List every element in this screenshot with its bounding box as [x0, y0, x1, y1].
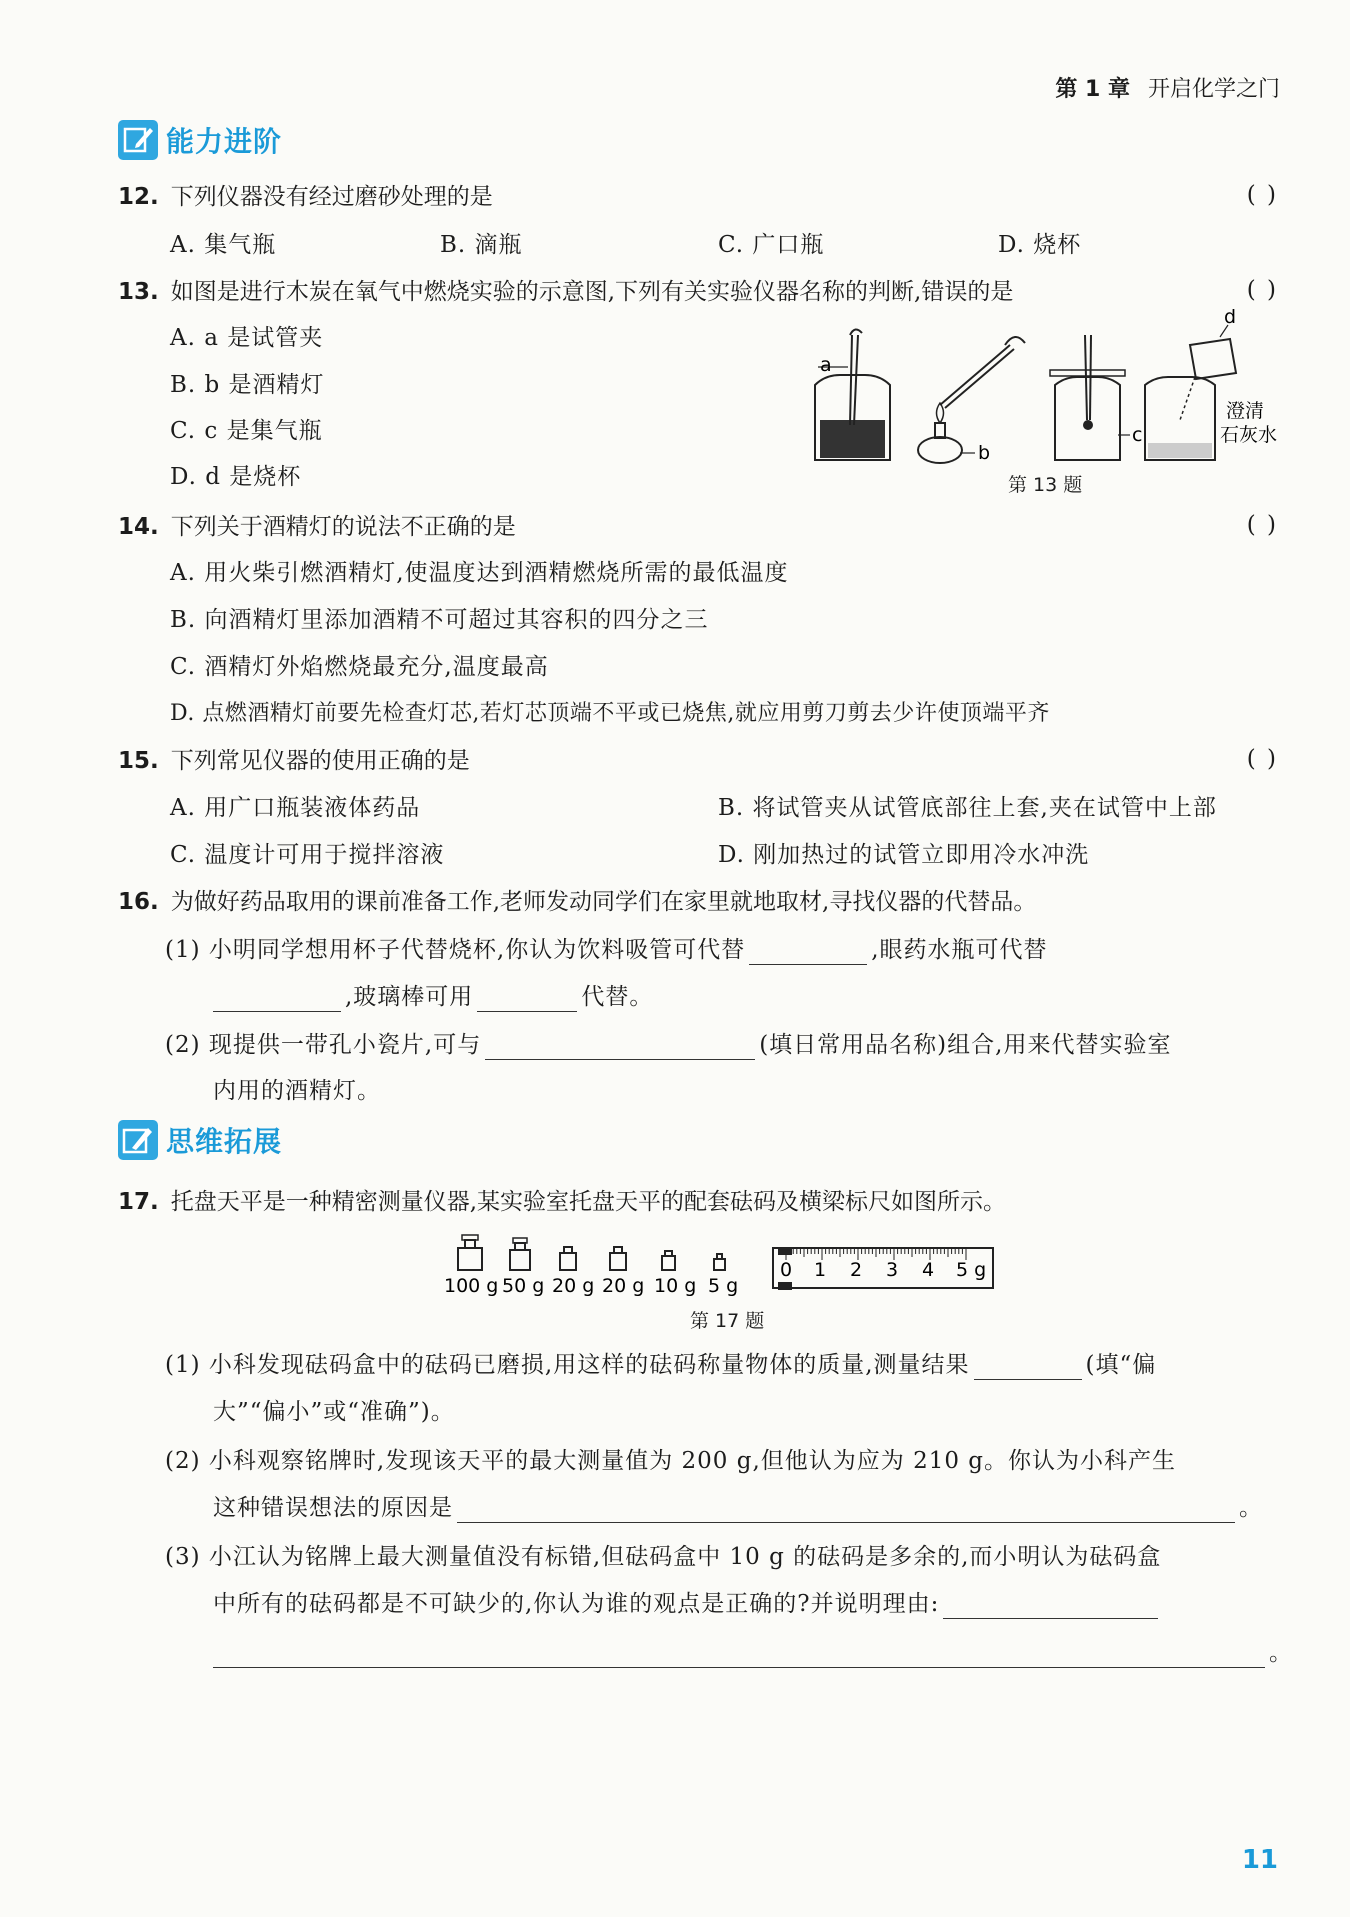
blank-reason-line-2[interactable] — [213, 1643, 1265, 1668]
label-a: a — [820, 354, 832, 376]
q14-option-b: B. 向酒精灯里添加酒精不可超过其容积的四分之三 — [170, 607, 709, 633]
q17-caption: 第 17 题 — [690, 1310, 765, 1332]
scale-label: 4 — [922, 1259, 935, 1281]
label-limewater-2: 石灰水 — [1220, 424, 1278, 446]
pencil-icon — [118, 120, 158, 160]
q13-option-b: B. b 是酒精灯 — [170, 372, 325, 398]
label-b: b — [978, 442, 991, 464]
answer-paren-15: ( ) — [1246, 746, 1278, 772]
scale-label: 2 — [850, 1259, 863, 1281]
rocket-icon — [118, 1120, 158, 1160]
q16-part-1-line-1: (1) 小明同学想用杯子代替烧杯,你认为饮料吸管可代替 ,眼药水瓶可代替 — [165, 937, 1048, 963]
page-header — [1055, 72, 1280, 103]
scale-label: 3 — [886, 1259, 899, 1281]
q16-part-1-line-2: ,玻璃棒可用 代替。 — [213, 982, 653, 1012]
weight-label: 100 g — [444, 1275, 499, 1297]
section-title: 思维拓展 — [166, 1125, 283, 1158]
question-16: 16. 为做好药品取用的课前准备工作,老师发动同学们在家里就地取材,寻找仪器的代替品。 — [118, 889, 1037, 915]
page-number: 11 — [1241, 1845, 1278, 1875]
q17-part-1-line-1: (1) 小科发现砝码盒中的砝码已磨损,用这样的砝码称量物体的质量,测量结果 (填“偏 — [165, 1352, 1157, 1378]
scale-label: 5 g — [956, 1259, 987, 1281]
blank-measurement-result[interactable] — [974, 1355, 1082, 1380]
q15-option-c: C. 温度计可用于搅拌溶液 — [170, 842, 445, 868]
section-title: 能力进阶 — [166, 125, 283, 158]
blank-straw[interactable] — [749, 940, 867, 965]
weight-label: 10 g — [654, 1275, 697, 1297]
q13-caption: 第 13 题 — [1008, 474, 1083, 496]
blank-glass-rod[interactable] — [477, 987, 577, 1012]
blank-reason-line-1[interactable] — [943, 1594, 1158, 1619]
alcohol-lamp — [918, 337, 1025, 463]
label-c: c — [1132, 424, 1143, 446]
gas-bottle-with-charcoal — [815, 329, 890, 460]
q17-part-3-line-2: 中所有的砝码都是不可缺少的,你认为谁的观点是正确的?并说明理由: — [213, 1589, 1162, 1619]
q15-option-a: A. 用广口瓶装液体药品 — [170, 795, 421, 821]
answer-paren-14: ( ) — [1246, 512, 1278, 538]
q14-option-c: C. 酒精灯外焰燃烧最充分,温度最高 — [170, 654, 549, 680]
question-13: 13. 如图是进行木炭在氧气中燃烧实验的示意图,下列有关实验仪器名称的判断,错误的是 — [118, 279, 1014, 305]
q14-option-d: D. 点燃酒精灯前要先检查灯芯,若灯芯顶端不平或已烧焦,就应用剪刀剪去少许使顶端平齐 — [170, 701, 1050, 726]
chapter-number: 第 1 章 — [1055, 77, 1130, 102]
weight-set — [458, 1235, 725, 1270]
q12-option-a: A. 集气瓶 — [170, 232, 277, 258]
q14-option-a: A. 用火柴引燃酒精灯,使温度达到酒精燃烧所需的最低温度 — [170, 560, 789, 586]
weight-label: 20 g — [552, 1275, 595, 1297]
answer-paren-13: ( ) — [1246, 277, 1278, 303]
scale-label: 0 — [780, 1259, 793, 1281]
weight-label: 50 g — [502, 1275, 545, 1297]
weight-label: 20 g — [602, 1275, 645, 1297]
q17-part-1-line-2: 大”“偏小”或“准确”)。 — [213, 1399, 455, 1425]
q12-option-d: D. 烧杯 — [998, 232, 1082, 258]
answer-paren-12: ( ) — [1246, 182, 1278, 208]
q15-option-b: B. 将试管夹从试管底部往上套,夹在试管中上部 — [718, 795, 1217, 821]
q12-option-c: C. 广口瓶 — [718, 232, 825, 258]
q17-weights-and-scale-figure — [444, 1228, 1008, 1298]
q12-option-b: B. 滴瓶 — [440, 232, 523, 258]
q13-experiment-figure — [800, 306, 1290, 475]
question-14: 14. 下列关于酒精灯的说法不正确的是 — [118, 514, 516, 540]
section-heading-ability — [118, 120, 282, 160]
chapter-title: 开启化学之门 — [1147, 77, 1280, 102]
blank-eyedropper[interactable] — [213, 987, 341, 1012]
blank-daily-item[interactable] — [485, 1035, 755, 1060]
q16-part-2-line-2: 内用的酒精灯。 — [213, 1078, 381, 1104]
section-heading-thinking — [118, 1120, 282, 1160]
scale-label: 1 — [814, 1259, 827, 1281]
label-d: d — [1224, 306, 1237, 328]
q16-part-2-line-1: (2) 现提供一带孔小瓷片,可与 (填日常用品名称)组合,用来代替实验室 — [165, 1032, 1172, 1058]
q17-part-2-line-1: (2) 小科观察铭牌时,发现该天平的最大测量值为 200 g,但他认为应为 210 g。你认为小科产生 — [165, 1448, 1177, 1474]
q13-option-a: A. a 是试管夹 — [170, 325, 324, 351]
gas-bottle-burning — [1050, 335, 1130, 460]
q13-option-c: C. c 是集气瓶 — [170, 418, 323, 444]
question-15: 15. 下列常见仪器的使用正确的是 — [118, 748, 470, 774]
question-12: 12. 下列仪器没有经过磨砂处理的是 — [118, 184, 493, 210]
question-17: 17. 托盘天平是一种精密测量仪器,某实验室托盘天平的配套砝码及横梁标尺如图所示。 — [118, 1189, 1007, 1215]
q17-part-3-line-1: (3) 小江认为铭牌上最大测量值没有标错,但砝码盒中 10 g 的砝码是多余的,而小明认为砝码盒 — [165, 1544, 1162, 1570]
q15-option-d: D. 刚加热过的试管立即用冷水冲洗 — [718, 842, 1090, 868]
q17-part-2-line-2: 这种错误想法的原因是 。 — [213, 1495, 1263, 1521]
weight-label: 5 g — [708, 1275, 739, 1297]
label-limewater-1: 澄清 — [1226, 400, 1265, 422]
blank-error-reason[interactable] — [457, 1498, 1235, 1523]
q13-option-d: D. d 是烧杯 — [170, 464, 302, 490]
q17-part-3-line-3: 。 — [213, 1638, 1293, 1668]
